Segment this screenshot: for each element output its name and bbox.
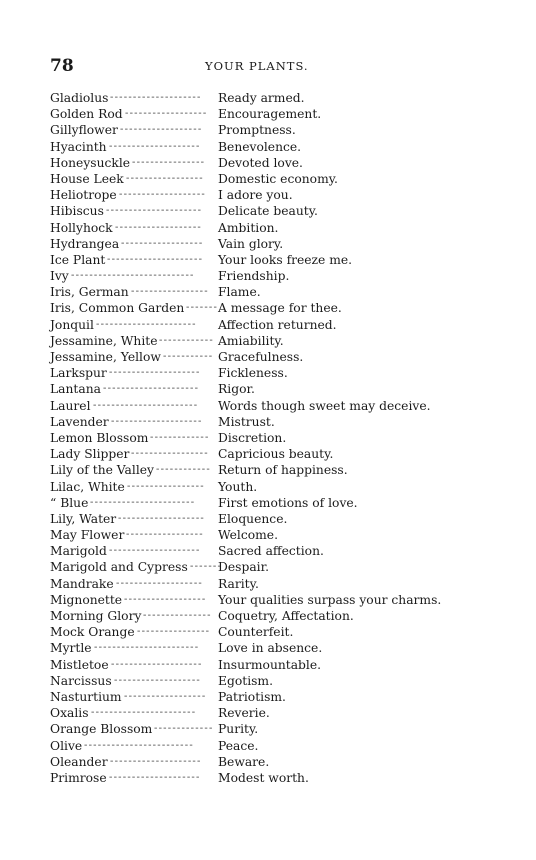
- flower-name: Laurel: [50, 398, 91, 413]
- flower-meaning: Devoted love.: [218, 155, 303, 170]
- list-item: [50, 139, 520, 155]
- flower-meaning: Discretion.: [218, 430, 287, 445]
- dot-leader: ----------------: [137, 626, 211, 638]
- flower-meaning: Eloquence.: [218, 511, 288, 526]
- flower-name: Myrtle: [50, 641, 92, 656]
- flower-name: Jessamine, Yellow: [50, 350, 161, 364]
- flower-meaning: Flame.: [218, 285, 261, 300]
- flower-meaning: Benevolence.: [218, 139, 302, 154]
- flower-meaning: Rigor.: [218, 382, 255, 397]
- list-item: [50, 705, 520, 721]
- list-item: [50, 268, 520, 284]
- flower-name: Morning Glory: [50, 609, 142, 623]
- flower-name: Nasturtium: [50, 689, 122, 704]
- list-item: [50, 624, 520, 640]
- list-item: [50, 721, 520, 737]
- dot-leader: -------------------: [115, 221, 202, 233]
- list-item: [50, 446, 520, 462]
- flower-name: Oleander: [50, 754, 108, 769]
- list-item: [50, 365, 520, 381]
- flower-meaning: Domestic economy.: [218, 171, 338, 186]
- dot-leader: -----------------: [126, 172, 204, 184]
- page-header: [50, 56, 470, 76]
- list-item: [50, 592, 520, 608]
- flower-meaning: Friendship.: [218, 269, 290, 284]
- list-item: [50, 673, 520, 689]
- list-item: [50, 236, 520, 252]
- list-item: [50, 608, 520, 624]
- list-item: [50, 90, 520, 106]
- dot-leader: ------------------: [121, 237, 204, 249]
- flower-meaning: Egotism.: [218, 673, 274, 688]
- flower-name: Jonquil: [50, 317, 94, 332]
- flower-meaning: Beware.: [218, 754, 270, 769]
- list-item: [50, 398, 520, 414]
- list-item: [50, 187, 520, 203]
- flower-name: Lavender: [50, 414, 109, 429]
- flower-name: Hollyhock: [50, 220, 113, 235]
- list-item: [50, 203, 520, 219]
- list-item: [50, 770, 520, 786]
- flower-name: Jessamine, White: [50, 333, 158, 348]
- flower-name: Honeysuckle: [50, 155, 131, 170]
- dot-leader: --------------------: [110, 755, 202, 767]
- flower-name: Mistletoe: [50, 657, 109, 672]
- flower-name: Hyacinth: [50, 139, 107, 154]
- flower-name: House Leek: [50, 171, 124, 186]
- flower-name: Orange Blossom: [50, 722, 153, 737]
- dot-leader: --------------------: [109, 140, 201, 152]
- flower-meaning: Return of happiness.: [218, 463, 348, 478]
- dot-leader: -----------: [163, 351, 214, 362]
- dot-leader: -------------------: [114, 674, 201, 686]
- flower-name: May Flower: [50, 528, 125, 543]
- flower-name: Iris, German: [50, 285, 129, 300]
- page-number: 78: [50, 56, 74, 76]
- flower-name: Lily of the Valley: [50, 463, 154, 478]
- flower-name: Hibiscus: [50, 204, 104, 219]
- list-item: [50, 252, 520, 268]
- dot-leader: --------------------: [111, 658, 203, 670]
- dot-leader: --------------------: [110, 92, 202, 103]
- flower-meaning: Your qualities surpass your charms.: [218, 592, 442, 607]
- dot-leader: ---------------: [143, 610, 212, 621]
- flower-meaning: First emotions of love.: [218, 495, 358, 510]
- dot-leader: -----------------------: [91, 707, 197, 719]
- flower-name: Ice Plant: [50, 252, 106, 267]
- list-item: [50, 317, 520, 333]
- dot-leader: -----------------------: [90, 496, 196, 508]
- list-item: [50, 220, 520, 236]
- dot-leader: -----------------------: [94, 642, 200, 654]
- flower-meaning: Despair.: [218, 560, 270, 575]
- flower-meaning: Ready armed.: [218, 91, 305, 105]
- dot-leader: ------------: [156, 464, 211, 476]
- dot-leader: -------------------: [116, 577, 203, 589]
- list-item: [50, 657, 520, 673]
- flower-name: Larkspur: [50, 366, 107, 381]
- flower-meaning: A message for thee.: [218, 301, 342, 316]
- list-item: [50, 333, 520, 349]
- flower-meaning: Capricious beauty.: [218, 447, 334, 462]
- flower-meaning: Modest worth.: [218, 770, 309, 785]
- dot-leader: ------------------: [125, 108, 208, 120]
- flower-name: Marigold and Cypress: [50, 560, 188, 575]
- dot-leader: -------: [186, 302, 219, 314]
- dot-leader: -------------: [150, 431, 210, 443]
- flower-meaning: Vain glory.: [218, 236, 284, 251]
- list-item: [50, 576, 520, 592]
- flower-meaning: Insurmountable.: [218, 657, 322, 672]
- flower-name: Lemon Blossom: [50, 430, 149, 445]
- dot-leader: ------------------: [120, 124, 203, 136]
- flower-meaning: Patriotism.: [218, 689, 286, 704]
- flower-meaning: Encouragement.: [218, 107, 322, 122]
- flower-meaning: Peace.: [218, 738, 259, 753]
- flower-name: Gladiolus: [50, 91, 109, 105]
- list-item: [50, 349, 520, 365]
- list-item: [50, 479, 520, 495]
- list-item: [50, 527, 520, 543]
- flower-name: Mandrake: [50, 576, 114, 591]
- list-item: [50, 171, 520, 187]
- list-item: [50, 155, 520, 171]
- flower-name: Ivy: [50, 269, 69, 284]
- flower-name: Gillyflower: [50, 123, 118, 138]
- flower-name: Narcissus: [50, 673, 112, 688]
- running-head: YOUR PLANTS.: [205, 59, 309, 73]
- flower-meaning: Coquetry, Affectation.: [218, 609, 354, 623]
- list-item: [50, 689, 520, 705]
- flower-meaning: Counterfeit.: [218, 625, 294, 640]
- list-item: [50, 559, 520, 575]
- dot-leader: ---------------------: [103, 383, 200, 395]
- dot-leader: ------------: [159, 334, 214, 346]
- flower-name: Mignonette: [50, 592, 123, 607]
- flower-name: Olive: [50, 738, 83, 753]
- flower-name: Lilac, White: [50, 479, 125, 494]
- dot-leader: -----------------------: [93, 399, 199, 411]
- flower-meaning: Your looks freeze me.: [218, 252, 353, 267]
- flower-meaning: Amiability.: [218, 333, 284, 348]
- flower-meaning: Fickleness.: [218, 366, 288, 381]
- flower-name: “ Blue: [50, 495, 89, 510]
- list-item: [50, 543, 520, 559]
- list-item: [50, 122, 520, 138]
- list-item: [50, 381, 520, 397]
- dot-leader: ----------------: [132, 156, 206, 168]
- dot-leader: ------------------: [124, 690, 207, 702]
- flower-meaning: Welcome.: [218, 528, 278, 543]
- list-item: [50, 462, 520, 478]
- dot-leader: ---------------------: [107, 253, 204, 265]
- flower-name: Mock Orange: [50, 625, 135, 640]
- list-item: [50, 754, 520, 770]
- list-item: [50, 738, 520, 754]
- flower-name: Oxalis: [50, 706, 89, 721]
- dot-leader: ----------------------: [96, 318, 197, 330]
- dot-leader: -----------------: [131, 286, 209, 298]
- flower-name: Iris, Common Garden: [50, 301, 185, 316]
- list-item: [50, 106, 520, 122]
- dot-leader: ------------------------: [84, 739, 194, 751]
- dot-leader: ---------------------: [106, 205, 203, 217]
- flower-name: Lady Slipper: [50, 447, 130, 462]
- list-item: [50, 640, 520, 656]
- dot-leader: -----------------: [127, 480, 205, 492]
- flower-name: Golden Rod: [50, 107, 123, 122]
- flower-name: Heliotrope: [50, 188, 117, 203]
- flower-name: Lantana: [50, 382, 101, 397]
- dot-leader: -----------------: [126, 529, 204, 541]
- dot-leader: -------------------: [119, 189, 206, 201]
- dot-leader: -----------------: [131, 448, 209, 460]
- flower-name: Hydrangea: [50, 236, 120, 251]
- list-item: [50, 511, 520, 527]
- list-item: [50, 430, 520, 446]
- list-item: [50, 284, 520, 300]
- dot-leader: ---------------------------: [71, 270, 195, 282]
- flower-name: Lily, Water: [50, 511, 117, 526]
- flower-meanings-list: [50, 90, 520, 786]
- dot-leader: --------------------: [109, 771, 201, 783]
- flower-meaning: Promptness.: [218, 123, 296, 138]
- flower-meaning: Gracefulness.: [218, 350, 304, 364]
- dot-leader: --------------------: [109, 367, 201, 379]
- flower-meaning: Rarity.: [218, 576, 259, 591]
- list-item: [50, 414, 520, 430]
- flower-meaning: Words though sweet may deceive.: [218, 398, 431, 413]
- flower-meaning: I adore you.: [218, 188, 293, 203]
- flower-meaning: Sacred affection.: [218, 544, 324, 559]
- flower-meaning: Reverie.: [218, 706, 270, 721]
- dot-leader: --------------------: [111, 415, 203, 427]
- dot-leader: -------------------: [118, 512, 205, 524]
- dot-leader: ------------------: [124, 593, 207, 605]
- dot-leader: -------------: [154, 723, 214, 735]
- list-item: [50, 300, 520, 316]
- flower-meaning: Mistrust.: [218, 414, 275, 429]
- list-item: [50, 495, 520, 511]
- flower-meaning: Affection returned.: [218, 317, 337, 332]
- dot-leader: -------: [190, 561, 223, 573]
- flower-name: Primrose: [50, 770, 107, 785]
- flower-meaning: Ambition.: [218, 220, 279, 235]
- flower-name: Marigold: [50, 544, 107, 559]
- dot-leader: --------------------: [109, 545, 201, 557]
- flower-meaning: Delicate beauty.: [218, 204, 318, 219]
- flower-meaning: Purity.: [218, 722, 259, 737]
- flower-meaning: Love in absence.: [218, 641, 323, 656]
- flower-meaning: Youth.: [218, 479, 258, 494]
